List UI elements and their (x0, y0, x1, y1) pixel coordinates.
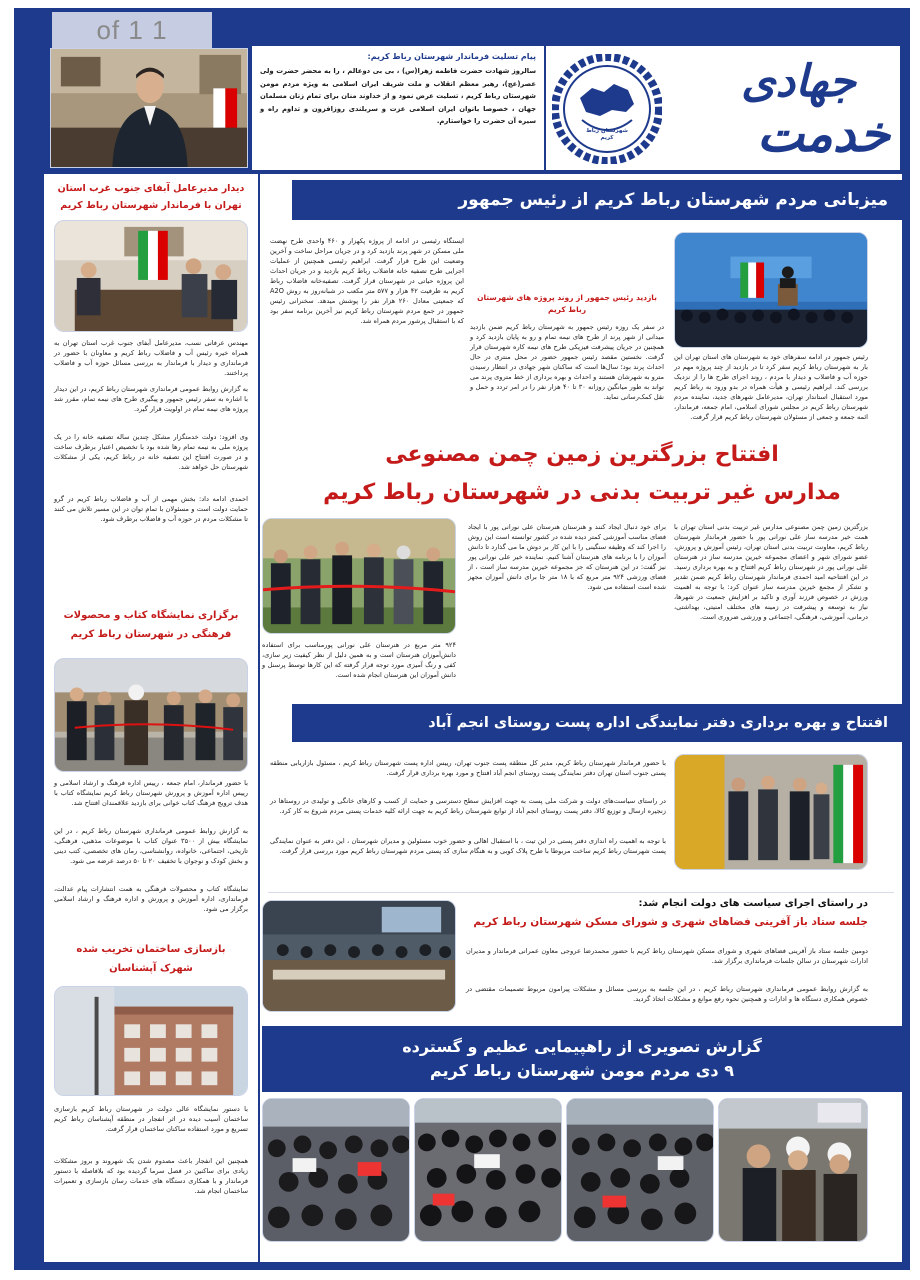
housing-headline: جلسه ستاد باز آفرینی فضاهای شهری و شورای مسکن شهرستان رباط کریم (473, 916, 868, 928)
condolence-box (252, 46, 544, 170)
building-title: بازسازی ساختمان تخریب شده شهرک آپشناسان (76, 944, 226, 974)
meeting-paragraph-2: به گزارش روابط عمومی فرمانداری شهرستان رباط کریم، در این دیدار با اشاره به سفر رئیس جمهور و پیگیری طرح های نیمه تمام، مقرر شد پروژه های نیمه تمام در اولویت قرار گیرد. (54, 385, 248, 413)
president-photo (674, 232, 868, 348)
masthead-title-line1: جهادی (741, 56, 856, 107)
turf-headline-2: مدارس غیر تربیت بدنی در شهرستان رباط کریم (323, 480, 841, 505)
post-office-paragraph-3: با توجه به اهمیت راه اندازی دفتر پستی در این تیت ، با استقبال اهالی و حضور خوب مسئولین و مدیران شهرستان ، این دفتر به عنوان نمایندگی پست شهرستان رباط کریم ساخت مربوطا با طرح پلاک کوبی و به هنگام سازی کد پستی مردم شهرستان رباط کریم مورد بررسی قرار گرفت. (270, 837, 666, 855)
book-fair-paragraph-3: نمایشگاه کتاب و محصولات فرهنگی به همت انتشارات پیام عدالت، فرمانداری، اداره آموزش و پرورش و اداره فرهنگ و ارشاد اسلامی برگزار می شود. (54, 885, 248, 913)
turf-ribbon-photo (262, 518, 456, 634)
turf-headline-1: افتتاح بزرگترین زمین چمن مصنوعی (385, 442, 779, 467)
president-headline: میزبانی مردم شهرستان رباط کریم از رئیس جمهور (292, 180, 902, 220)
meeting-paragraph-3: وی افزود: دولت خدمتگزار مشکل چندین ساله تصفیه خانه را در یک پروژه ملی به نیمه تمام رها شده بود با تخصیص اعتبار برطرف ساخت و در صورت افتتاح این تصفیه خانه در رباط کریم، یکی از مشکلات شهرستان حل خواهد شد. (54, 433, 248, 471)
book-fair-paragraph-1: با حضور فرماندار، امام جمعه ، رییس اداره فرهنگ و ارشاد اسلامی و رییس اداره آموزش و پرورش شهرستان رباط کریم نمایشگاه کتاب با هدف ترویج فرهنگ کتاب خوانی برای بازدید علاقمندان افتتاح شد. (54, 779, 248, 807)
meeting-paragraph-4: احمدی ادامه داد: بخش مهمی از آب و فاضلاب رباط کریم در گرو حمایت دولت است و مسئولان با تمام توان در این مسیر تلاش می کنند تا مشکلات مردم در حوزه آب و فاضلاب برطرف شود. (54, 495, 248, 523)
book-fair-photo (54, 658, 248, 772)
condolence-body: سالروز شهادت حضرت فاطمه زهرا(س) ، بی بی دوعالم ، را به محضر حضرت ولی عصر(عج)، رهبر معظم انقلاب و ملت شریف ایران اسلامی به ویژه مردم مومن شهرستان رباط کریم ، تسلیت عرض نمود و از خداوند منان برای تمام زنان مسلمان جهان ، خصوصا بانوان ایران اسلامی عزت و سربلندی روزافزون و تداوم راه و سیره آن حضرت را خواستارم. (260, 67, 536, 125)
president-col-right: رئیس جمهور در ادامه سفرهای خود به شهرستان های استان تهران این بار به شهرستان رباط کریم سفر کرد تا در بازدید از چند پروژه مهم در حوزه آب و فاضلاب و دیدار با مردم ، روند اجرای طرح ها را از نزدیک بررسی کند. ابراهیم رئیسی و هیأت همراه در بدو ورود به رباط کریم مورد استقبال استاندار تهران، مدیرعامل شهرهای جدید، نماینده مردم شهرستان رباط کریم در مجلس شورای اسلامی، امام جمعه، فرماندار، ائمه جمعه و جمعی از مسئولان شهرستان رباط کریم قرار گرفت. (674, 353, 868, 421)
masthead-title-line2: خدمت (756, 104, 890, 163)
meeting-paragraph-1: مهندس عرفانی نسب، مدیرعامل آبفای جنوب غرب استان تهران به همراه خیره رئیس آب و فاضلاب رباط کریم و معاونان با حضور در فرمانداری و دیدار با فرماندار به بررسی مسائل حوزه آب و فاضلاب پرداختند. (54, 339, 248, 377)
housing-paragraph-1: دومین جلسه ستاد باز آفرینی فضاهای شهری و شورای مسکن شهرستان رباط کریم با حضور محمدرضا عروجی معاون عمرانی فرماندار و مدیران ادارات شهرستان در سالن جلسات فرمانداری برگزار شد. (466, 947, 868, 965)
building-paragraph-2: همچنین این انفجار باعث مصدوم شدن یک شهروند و بروز مشکلات زیادی برای ساکنین در فصل سرما گردیده بود که بلافاصله با دستور فرماندار و با همکاری دستگاه های خدمات رسان بازسازی و تعمیرات ساختمان انجام شد. (54, 1157, 248, 1195)
rally-headline-band (262, 1026, 902, 1092)
president-subhead: بازدید رئیس جمهور از روند پروژه های شهرستان رباط کریم (477, 293, 657, 314)
rally-photo-1 (262, 1098, 410, 1242)
rally-photo-3 (566, 1098, 714, 1242)
president-col-left: ایستگاه رئیسی در ادامه از پروژه پکهزار و ۴۶۰ واحدی طرح نهضت ملی مسکن در شهر پرند بازدید کرد و در جریان مراحل ساخت و آخرین وضعیت این طرح قرار گرفت. ابراهیم رئیسی همچنین از عملیات اجرایی طرح تصفیه خانه فاضلاب رباط کریم بازدید و در جریان احداث این پروژه حیاتی در شهرستان قرار گرفت. تصفیه‌خانه فاضلاب رباط کریم به ظرفیت ۴۲ هزار و ۵۷۷ متر مکعب در شبانه‌روز به روش A2O که جمعیتی معادل ۲۶۰ هزار نفر را پوشش میدهد. سخنرانی رئیس جمهور در جمع مردم شهرستان رباط کریم نیز آخرین برنامه سفر بود که با استقبال پرشور مردم همراه شد. (270, 237, 464, 325)
meeting-photo (54, 220, 248, 332)
housing-meeting-photo (262, 900, 456, 1012)
book-fair-title: برگزاری نمایشگاه کتاب و محصولات فرهنگی در شهرستان رباط کریم (63, 610, 239, 640)
meeting-title: دیدار مدیرعامل آبفای جنوب غرب استان تهران با فرماندار شهرستان رباط کریم (57, 183, 245, 211)
housing-divider (268, 892, 894, 893)
building-photo (54, 986, 248, 1096)
logo-emblem (552, 54, 662, 164)
turf-col-mid: برای خود دنبال ایجاد کنند و هنرستان هنرستان علی نورانی پور با ایجاد فضای مناسب آموزشی کمتر دیده شده در کشور توانسته است این روش را اجرا کند که وظیفه سنگینی را با این کار بر دوش ما می گذارد تا دانش آموزان را با برنامه های هنرستان آشنا کنیم. نماینده خیر علی نورانی پور نیز گفت: در این هنرستان که جز مجموعه خیرین مدرسه ساز است ، از فضای ورزشی ۹۲۴ متر مربع که با ۱۸ متر جا برای دانش آموزان مجهز شده است استفاده می شود. (468, 523, 666, 591)
rally-headline-1: گزارش تصویری از راهپیمایی عظیم و گسترده (402, 1037, 762, 1056)
housing-kicker: در راستای اجرای سیاست های دولت انجام شد: (638, 898, 868, 909)
page-indicator: 1 of 1 (52, 12, 212, 48)
rally-photo-2 (414, 1098, 562, 1242)
rally-headline-2: ۹ دی مردم مومن شهرستان رباط کریم (430, 1061, 734, 1080)
post-office-paragraph-2: در راستای سیاست‌های دولت و شرکت ملی پست به جهت افزایش سطح دسترسی و حمایت از کسب و کارهای خانگی و تولیدی در روستاها در زنجیره ارسال و توزیع کالا، دفتر پست روستای انجم آباد از توابع شهرستان رباط کریم به جهت ارائه کلیه خدمات پستی مردم شروع به کار کرد. (270, 797, 666, 815)
logo-label: شهرستان رباط کریم (586, 128, 628, 141)
housing-paragraph-2: به گزارش روابط عمومی فرمانداری شهرستان رباط کریم ، در این جلسه به بررسی مسائل و مشکلات پیرامون مربوط تصمیمات مقتضی در خصوص همکاری دستگاه ها و ادارات و همچنین نحوه رفع موانع و مشکلات اتخاذ گردید. (466, 985, 868, 1003)
post-office-paragraph-1: با حضور فرماندار شهرستان رباط کریم، مدیر کل منطقه پست جنوب تهران، رییس اداره پست شهرستان رباط کریم ، مسئول بازاریابی منطقه پستی جنوب استان تهران دفتر نمایندگی پست روستای انجم آباد افتتاح و مورد بهره برداری قرار گرفت. (270, 759, 666, 777)
building-paragraph-1: با دستور نمایشگاه عالی دولت در شهرستان رباط کریم بازسازی ساختمان آسیب دیده در اثر انفجار در منطقه آپشناسان رباط کریم تسریع و مورد استفاده ساکنان ساختمان قرار گرفت. (54, 1105, 248, 1133)
turf-col-right: بزرگترین زمین چمن مصنوعی مدارس غیر تربیت بدنی استان تهران با همت خیر مدرسه ساز علی نورانی پور با حضور فرماندار شهرستان رباط کریم، معاونت تربیت بدنی استان تهران، رئیس آموزش و پرورش، عضو شورای شهر و اعضای مجموعه خیرین مدرسه ساز در هنرستان علی نورانی پور در شهرستان رباط کریم افتتاح و به بهره برداری رسید. در این افتتاحیه امید احمدی فرماندار شهرستان رباط کریم ضمن تقدیر و تشکر از مجمع خیرین مدرسه ساز عنوان کرد: با توجه به اهمیت ورزش در خصوص فرزند آوری و تاکید بر افزایش جمعیت در شهرها، نیاز به توسعه و پیشرفت در زمینه های مختلف امنیتی، بهداشتی، درمانی، آموزشی، فرهنگی، اجتماعی و ورزشی ضروری است. (674, 523, 868, 621)
book-fair-paragraph-2: به گزارش روابط عمومی فرمانداری شهرستان رباط کریم ، در این نمایشگاه بیش از ۳۵۰۰ عنوان کتاب با موضوعات مذهبی، فرهنگی، تاریخی، اجتماعی، خانواده، روانشناسی، رمان های تخصصی، کتب دینی و بخش کودک و نوجوان با تخفیف ۲۰ تا ۵۰ درصد عرضه می شود. (54, 827, 248, 865)
masthead (546, 46, 900, 170)
post-office-photo (674, 754, 868, 870)
post-office-headline: افتتاح و بهره برداری دفتر نمایندگی اداره پست روستای انجم آباد (292, 704, 902, 742)
condolence-title: پیام تسلیت فرماندار شهرستان رباط کریم: (367, 52, 536, 61)
rally-photo-4 (718, 1098, 868, 1242)
governor-portrait (50, 48, 248, 168)
turf-caption: ۹۲۴ متر مربع در هنرستان علی نورانی پورمناسب برای استفاده دانش‌آموزان هنرستان است و به همین دلیل از نظر کیفیت زیر سازی، کفی و رنگ آمیزی مورد توجه قرار گرفته که این کارها توسط پرسنل و دانش آموزان این هنرستان انجام شده است. (262, 641, 456, 679)
president-col-mid: در سفر یک روزه رئیس جمهور به شهرستان رباط کریم ضمن بازدید میدانی از شهر پرند از طرح های نیمه تمام و رو به پایان بازدید کرد و همچنین در جریان پیشرفت فیزیکی طرح های نیمه کاره شهرستان قرار گرفت. نخستین مقصد رئیس جمهور حضور در محل منتری در حال احداث پرند بود؛ سال‌ها است که ساکنان شهر جهادی در انتظار رسیدن مترو به شهرشان هستند و احداث و بهره برداری از خط متروی پرند می تواند به طور میانگین روزانه ۳۰ تا ۴۰ هزار نفر را در امر تردد و حمل و نقل کمک‌رسانی نماید. (470, 323, 664, 401)
